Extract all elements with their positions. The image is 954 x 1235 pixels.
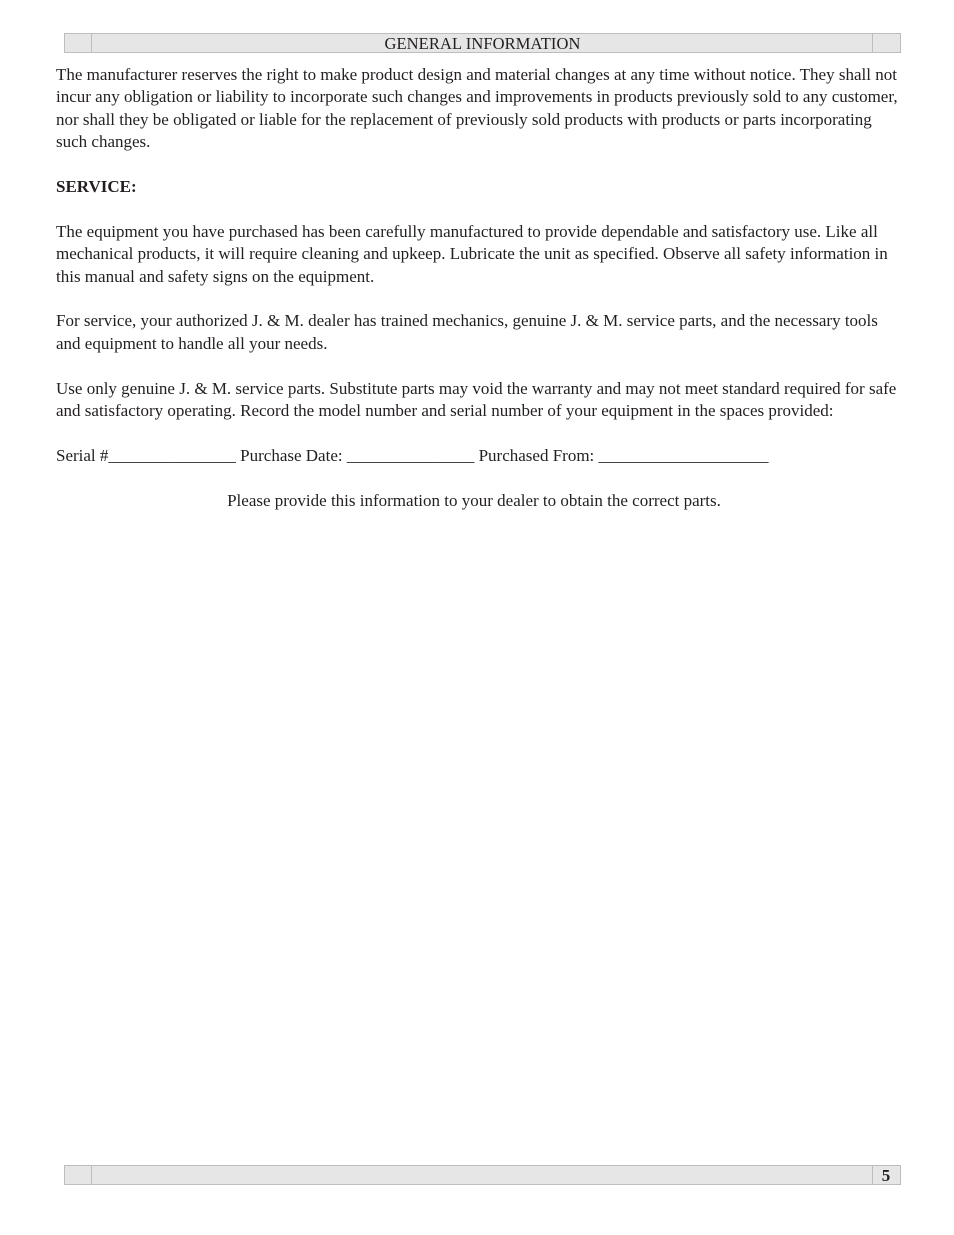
equipment-record-line: Serial #_______________ Purchase Date: _______________ Purchased From: ____________________: [56, 445, 769, 465]
header-band: [64, 33, 901, 53]
intro-paragraph: The manufacturer reserves the right to make product design and material changes at any time without notice. They shall not incur any obligation or liability to incorporate such changes and improvements in products previously sold to any customer, nor shall they be obligated or liable for the replacement of previously sold products with products or parts incorporating such changes.: [56, 65, 898, 152]
service-paragraph-dealer: For service, your authorized J. & M. dealer has trained mechanics, genuine J. & M. service parts, and the necessary tools and equipment to handle all your needs.: [56, 311, 878, 353]
footer-band: [64, 1165, 901, 1185]
service-paragraph-parts: Use only genuine J. & M. service parts. Substitute parts may void the warranty and may not meet standard required for safe and satisfactory operating. Record the model number and serial number of your equipment in the spaces provided:: [56, 378, 897, 421]
dealer-note: Please provide this information to your dealer to obtain the correct parts.: [227, 490, 721, 510]
page-number: 5: [881, 1166, 891, 1185]
header-band-right-segment: [872, 34, 900, 52]
section-title: GENERAL INFORMATION: [384, 34, 581, 53]
page-content: [56, 64, 904, 534]
service-paragraph-care: The equipment you have purchased has been carefully manufactured to provide dependable and satisfactory use. Like all mechanical products, it will require cleaning and upkeep. Lubricate the unit as specified. Observe all safety information in this manual and safety signs on the equipment.: [56, 221, 888, 286]
footer-band-left-segment: [65, 1166, 92, 1184]
service-heading: SERVICE:: [56, 177, 137, 197]
